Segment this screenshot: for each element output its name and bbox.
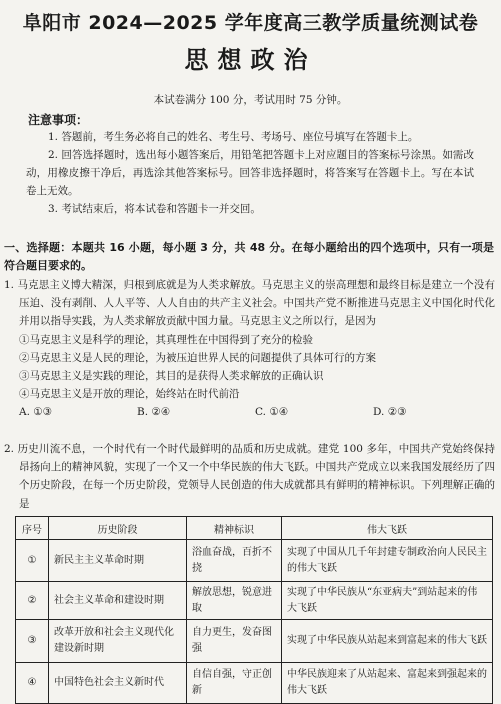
table-header: 伟大飞跃 <box>282 517 493 540</box>
subject-title: 思想政治 <box>184 46 317 74</box>
section-heading: 一、选择题：本题共 16 小题，每小题 3 分，共 48 分。在每小题给出的四个选项中，只有一项是符合题目要求的。 <box>4 241 494 272</box>
choice-b: B. ②④ <box>137 406 171 419</box>
table-row <box>16 582 493 620</box>
question-1 <box>4 276 495 422</box>
table-row <box>16 663 493 704</box>
table-cell: 中国特色社会主义新时代 <box>49 663 187 704</box>
statement-option: ①马克思主义是科学的理论，其真理性在中国得到了充分的检验 <box>19 333 313 346</box>
answer-choices <box>4 403 495 421</box>
table-cell: 改革开放和社会主义现代化建设新时期 <box>49 620 187 663</box>
table-cell: ① <box>16 540 49 582</box>
question-stem: 1. 马克思主义博大精深，归根到底就是为人类求解放。马克思主义的崇高理想和最终目标是建立一个没有压迫、没有剥削、人人平等、人人自由的共产主义社会。中国共产党不断推进马克思主义中国化时代化并用以指导实践，为人类求解放贡献中国力量。马克思主义之所以行，是因为 <box>4 279 495 328</box>
table-cell: 自信自强，守正创新 <box>187 663 282 704</box>
choice-c: C. ①④ <box>255 406 289 419</box>
question-2 <box>4 440 495 513</box>
table-header: 精神标识 <box>187 517 282 540</box>
table-cell: 解放思想，锐意进取 <box>187 582 282 620</box>
table-cell: ③ <box>16 620 49 663</box>
statement-option: ③马克思主义是实践的理论，其目的是获得人类求解放的正确认识 <box>19 370 324 383</box>
table-header: 序号 <box>16 517 49 540</box>
choice-a: A. ①③ <box>19 406 53 419</box>
table-row <box>16 540 493 582</box>
choice-d: D. ②③ <box>373 406 407 419</box>
table-cell: 自力更生，发奋图强 <box>187 620 282 663</box>
statement-option: ②马克思主义是人民的理论，为被压迫世界人民的问题提供了具体可行的方案 <box>19 351 376 364</box>
note-item: 3. 考试结束后，将本试卷和答题卡一并交回。 <box>48 203 261 215</box>
exam-title: 阜阳市 2024—2025 学年度高三教学质量统测试卷 <box>22 12 479 34</box>
table-cell: 实现了中国从几千年封建专制政治向人民民主的伟大飞跃 <box>282 540 493 582</box>
table-cell: ④ <box>16 663 49 704</box>
table-cell: 新民主主义革命时期 <box>49 540 187 582</box>
history-table <box>15 516 493 704</box>
table-header: 历史阶段 <box>49 517 187 540</box>
notes-heading: 注意事项： <box>28 113 89 127</box>
table-cell: 实现了中华民族从站起来到富起来的伟大飞跃 <box>282 620 493 663</box>
table-cell: 社会主义革命和建设时期 <box>49 582 187 620</box>
table-row <box>16 620 493 663</box>
table-cell: 实现了中华民族从“东亚病夫”到站起来的伟大飞跃 <box>282 582 493 620</box>
table-cell: 中华民族迎来了从站起来、富起来到强起来的伟大飞跃 <box>282 663 493 704</box>
statement-option: ④马克思主义是开放的理论，始终站在时代前沿 <box>19 388 240 401</box>
note-item: 2. 回答选择题时，选出每小题答案后，用铅笔把答题卡上对应题目的答案标号涂黑。如需改动，用橡皮擦干净后，再选涂其他答案标号。回答非选择题时，将答案写在答题卡上。写在本试卷上无效。 <box>26 149 474 197</box>
question-stem: 2. 历史川流不息，一个时代有一个时代最鲜明的品质和历史成就。建党 100 多年，中国共产党始终保持昂扬向上的精神风貌，实现了一个又一个中华民族的伟大飞跃。中国共产党成立以来我国发展经历了四个历史阶段，在每一个历史阶段，党领导人民创造的伟大成就都具有鲜明的精神标识。下列理解正确的是 <box>4 443 495 510</box>
exam-meta: 本试卷满分 100 分，考试用时 75 分钟。 <box>153 94 348 106</box>
table-header-row <box>16 517 493 540</box>
notes-list <box>26 128 474 218</box>
table-cell: 浴血奋战，百折不挠 <box>187 540 282 582</box>
note-item: 1. 答题前，考生务必将自己的姓名、考生号、考场号、座位号填写在答题卡上。 <box>48 131 419 143</box>
table-cell: ② <box>16 582 49 620</box>
